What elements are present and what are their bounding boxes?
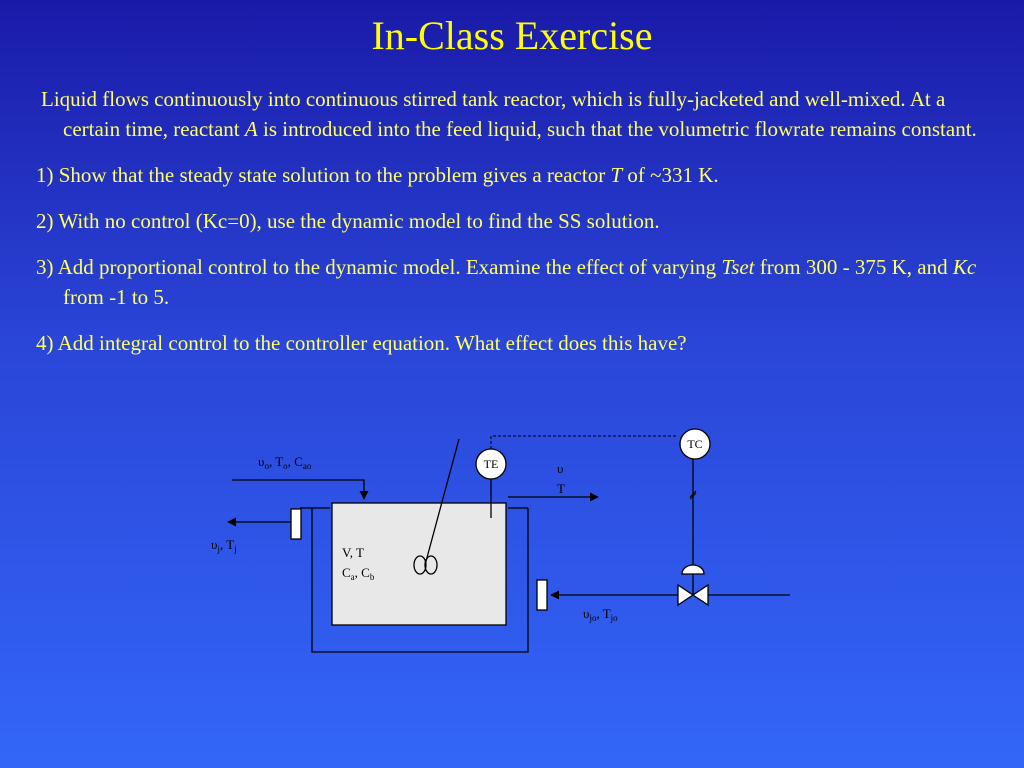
question-3-text: 3) Add proportional control to the dynamic model. Examine the effect of varying: [36, 255, 722, 279]
question-3-tail: from -1 to 5.: [63, 285, 170, 309]
kc-variable: Kc: [952, 255, 977, 279]
tset-variable: Tset: [721, 255, 755, 279]
jacket-inlet-label: $\upsilon_{jo}$, $T_{jo}$: [583, 606, 618, 623]
jacket-inlet-nozzle: [537, 580, 547, 610]
measurement-signal-line: [491, 436, 678, 449]
temperature-variable: T: [610, 163, 623, 187]
outlet-flow-label: υ: [557, 461, 564, 476]
jacket-outlet-label: $\upsilon_j$, $T_j$: [211, 537, 237, 554]
tank-volume-temperature-label: V, T: [342, 545, 364, 560]
intro-text-2: is introduced into the feed liquid, such that the volumetric flowrate remains constant.: [257, 117, 977, 141]
intro-text-1: Liquid flows continuously into continuous stirred tank reactor, which is fully-jacketed and well-mixed. At a certain time, reactant: [41, 87, 946, 141]
question-2-text: 2) With no control (Kc=0), use the dynamic model to find the SS solution.: [36, 209, 660, 233]
reactant-a-variable: A: [244, 117, 258, 141]
jacket-outlet-nozzle: [291, 509, 301, 539]
question-1-text: 1) Show that the steady state solution to the problem gives a reactor: [36, 163, 611, 187]
temperature-element-label: TE: [483, 457, 499, 471]
question-4-text: 4) Add integral control to the controller equation. What effect does this have?: [36, 331, 687, 355]
feed-inlet-line: [232, 480, 364, 499]
outlet-temperature-label: T: [557, 481, 565, 496]
question-1-tail: of ~331 K.: [622, 163, 719, 187]
slide-title: In-Class Exercise: [371, 13, 653, 58]
valve-actuator-icon: [682, 565, 704, 574]
temperature-controller-label: TC: [687, 437, 703, 451]
question-3-mid: from 300 - 375 K, and: [754, 255, 953, 279]
tank-concentration-label: $C_a$, $C_b$: [342, 565, 375, 582]
feed-label: $\upsilon_o$, $T_o$, $C_{ao}$: [258, 454, 312, 471]
reactor-tank: [332, 503, 506, 625]
